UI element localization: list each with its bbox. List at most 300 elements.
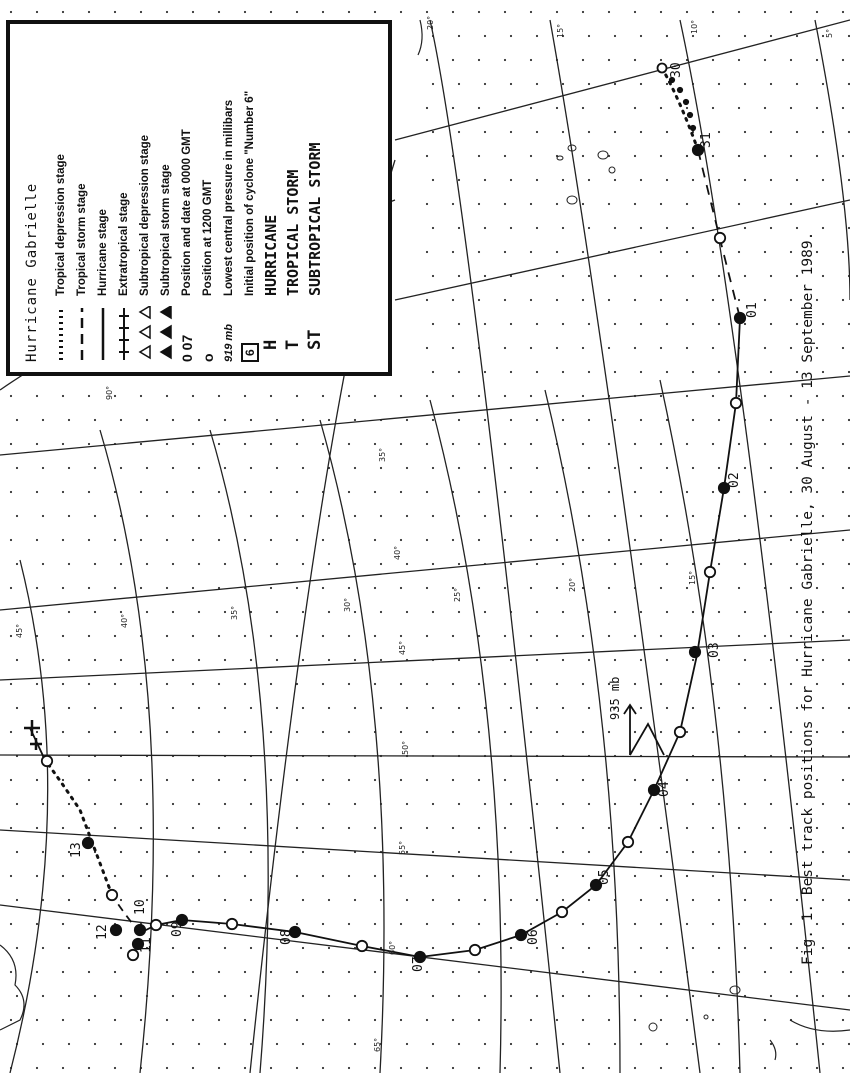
grid-dot [120,995,122,997]
grid-dot [374,587,376,589]
grid-dot [822,275,824,277]
grid-dot [816,1019,818,1021]
grid-dot [484,851,486,853]
grid-dot [276,659,278,661]
genesis-marker [658,64,667,73]
grid-dot [790,299,792,301]
coordinate-label: 25° [453,587,462,602]
grid-dot [374,635,376,637]
grid-dot [582,203,584,205]
grid-dot [764,155,766,157]
grid-dot [140,971,142,973]
grid-dot [796,419,798,421]
grid-dot [452,635,454,637]
grid-dot [270,923,272,925]
grid-dot [400,11,402,13]
grid-dot [426,875,428,877]
grid-dot [426,779,428,781]
grid-dot [452,779,454,781]
grid-dot [166,875,168,877]
grid-dot [556,683,558,685]
grid-dot [816,299,818,301]
grid-dot [36,491,38,493]
grid-dot [790,11,792,13]
grid-dot [842,683,844,685]
grid-dot [744,707,746,709]
grid-dot [614,947,616,949]
grid-dot [348,443,350,445]
grid-dot [198,467,200,469]
grid-dot [588,323,590,325]
coordinate-label: 5° [825,28,834,38]
grid-dot [250,851,252,853]
grid-dot [302,515,304,517]
grid-dot [822,659,824,661]
grid-dot [380,611,382,613]
grid-dot [36,1019,38,1021]
grid-dot [250,947,252,949]
grid-dot [198,659,200,661]
grid-dot [692,707,694,709]
grid-dot [458,611,460,613]
grid-dot [380,515,382,517]
grid-dot [374,539,376,541]
grid-dot [114,587,116,589]
grid-dot [738,971,740,973]
grid-dot [88,875,90,877]
grid-dot [504,683,506,685]
coordinate-label: 10° [690,19,699,34]
grid-dot [114,539,116,541]
grid-dot [686,875,688,877]
grid-dot [738,731,740,733]
grid-dot [504,395,506,397]
grid-dot [582,923,584,925]
grid-dot [712,779,714,781]
grid-dot [536,179,538,181]
pressure-code-symbol [218,296,239,362]
filled-triangles-symbol [155,296,176,362]
grid-dot [588,467,590,469]
grid-dot [10,923,12,925]
grid-dot [660,635,662,637]
grid-dot [42,851,44,853]
grid-dot [432,227,434,229]
grid-dot [478,779,480,781]
grid-dot [140,539,142,541]
grid-dot [640,899,642,901]
grid-dot [328,851,330,853]
grid-dot [400,731,402,733]
grid-dot [426,539,428,541]
grid-dot [62,491,64,493]
grid-dot [302,947,304,949]
grid-dot [744,947,746,949]
grid-dot [10,587,12,589]
grid-dot [244,395,246,397]
grid-dot [614,35,616,37]
grid-dot [588,851,590,853]
coordinate-label: 55° [398,840,407,855]
grid-dot [660,395,662,397]
grid-dot [790,731,792,733]
grid-dot [478,203,480,205]
grid-dot [452,731,454,733]
grid-dot [426,971,428,973]
coordinate-label: 15° [556,23,565,38]
grid-dot [556,491,558,493]
position-0000-marker [111,925,121,935]
grid-dot [816,1067,818,1069]
grid-dot [582,443,584,445]
grid-dot [530,251,532,253]
grid-dot [556,827,558,829]
grid-dot [712,1067,714,1069]
grid-dot [68,659,70,661]
grid-dot [478,971,480,973]
grid-dot [354,995,356,997]
grid-dot [458,467,460,469]
grid-dot [738,779,740,781]
grid-dot [660,347,662,349]
grid-dot [738,251,740,253]
grid-dot [374,827,376,829]
grid-dot [660,251,662,253]
grid-dot [296,1019,298,1021]
grid-dot [738,395,740,397]
grid-dot [816,107,818,109]
grid-dot [88,1067,90,1069]
position-1200-marker [675,727,685,737]
grid-dot [120,419,122,421]
grid-dot [614,515,616,517]
grid-dot [614,563,616,565]
grid-dot [426,731,428,733]
grid-dot [504,971,506,973]
grid-dot [660,107,662,109]
grid-dot [562,371,564,373]
grid-dot [770,611,772,613]
grid-dot [68,467,70,469]
grid-dot [816,587,818,589]
grid-dot [718,275,720,277]
grid-dot [484,323,486,325]
grid-dot [198,851,200,853]
grid-dot [842,1019,844,1021]
grid-dot [426,203,428,205]
coordinate-label: 35° [378,447,387,462]
grid-dot [62,443,64,445]
grid-dot [556,299,558,301]
grid-dot [218,635,220,637]
grid-dot [426,395,428,397]
grid-dot [458,1043,460,1045]
grid-dot [588,947,590,949]
grid-dot [634,731,636,733]
grid-dot [322,1067,324,1069]
grid-dot [88,11,90,13]
grid-dot [790,683,792,685]
grid-dot [842,827,844,829]
grid-dot [348,395,350,397]
grid-dot [68,611,70,613]
grid-dot [634,155,636,157]
coordinate-label: 45° [15,623,24,638]
grid-dot [432,371,434,373]
grid-dot [536,803,538,805]
grid-dot [530,395,532,397]
grid-dot [822,35,824,37]
grid-dot [458,947,460,949]
grid-dot [744,131,746,133]
grid-dot [504,347,506,349]
grid-dot [166,539,168,541]
position-0000-marker [135,925,145,935]
grid-dot [458,419,460,421]
grid-dot [582,731,584,733]
grid-dot [88,587,90,589]
grid-dot [374,1019,376,1021]
grid-dot [504,923,506,925]
grid-dot [790,107,792,109]
date-label: 13 [69,842,84,858]
grid-dot [822,419,824,421]
grid-dot [712,1019,714,1021]
grid-dot [302,851,304,853]
grid-dot [270,683,272,685]
grid-dot [556,875,558,877]
grid-dot [250,1043,252,1045]
grid-dot [816,635,818,637]
grid-dot [140,443,142,445]
grid-dot [478,875,480,877]
grid-dot [270,1067,272,1069]
grid-dot [510,707,512,709]
grid-dot [556,587,558,589]
grid-dot [374,395,376,397]
grid-dot [354,611,356,613]
grid-dot [192,635,194,637]
grid-dot [16,947,18,949]
grid-dot [562,227,564,229]
grid-dot [660,875,662,877]
grid-dot [458,899,460,901]
grid-dot [790,827,792,829]
grid-dot [510,899,512,901]
grid-dot [718,803,720,805]
grid-dot [536,563,538,565]
grid-dot [10,827,12,829]
grid-dot [556,1067,558,1069]
grid-dot [796,803,798,805]
grid-dot [172,563,174,565]
grid-dot [796,515,798,517]
grid-dot [302,899,304,901]
grid-dot [718,83,720,85]
grid-dot [36,779,38,781]
open-triangles-symbol [134,296,155,362]
grid-dot [88,395,90,397]
track-dot [684,100,688,104]
grid-dot [478,1019,480,1021]
grid-dot [582,635,584,637]
grid-dot [244,635,246,637]
grid-dot [712,395,714,397]
grid-dot [718,947,720,949]
grid-dot [686,491,688,493]
legend-content [10,24,396,380]
date-label: 01 [745,302,760,318]
grid-dot [10,539,12,541]
grid-dot [634,347,636,349]
grid-dot [816,59,818,61]
grid-dot [348,11,350,13]
grid-dot [166,491,168,493]
grid-dot [562,995,564,997]
grid-dot [712,923,714,925]
grid-dot [62,539,64,541]
grid-dot [406,467,408,469]
grid-dot [556,971,558,973]
grid-dot [478,11,480,13]
grid-dot [744,899,746,901]
grid-dot [790,443,792,445]
grid-dot [822,227,824,229]
grid-dot [504,443,506,445]
grid-dot [94,995,96,997]
grid-dot [224,803,226,805]
grid-dot [380,659,382,661]
grid-dot [510,947,512,949]
grid-dot [614,467,616,469]
grid-dot [608,347,610,349]
grid-dot [68,707,70,709]
grid-dot [16,707,18,709]
legend-row-hurricane [92,42,113,362]
grid-dot [530,731,532,733]
grid-dot [842,491,844,493]
grid-dot [536,659,538,661]
grid-dot [302,563,304,565]
grid-dot [42,1043,44,1045]
grid-dot [36,11,38,13]
grid-dot [452,683,454,685]
grid-dot [432,275,434,277]
grid-dot [608,587,610,589]
grid-dot [114,827,116,829]
grid-dot [328,899,330,901]
coordinate-label: 15° [688,570,697,585]
grid-dot [822,707,824,709]
grid-dot [588,131,590,133]
grid-dot [614,131,616,133]
grid-dot [348,731,350,733]
grid-dot [192,395,194,397]
grid-dot [666,179,668,181]
grid-dot [218,875,220,877]
grid-dot [582,539,584,541]
grid-dot [114,11,116,13]
grid-dot [770,419,772,421]
grid-dot [770,131,772,133]
grid-dot [608,971,610,973]
grid-dot [712,11,714,13]
position-1200-marker [623,837,633,847]
grid-dot [692,323,694,325]
grid-dot [478,827,480,829]
grid-dot [770,227,772,229]
grid-dot [562,419,564,421]
legend-label: Hurricane stage [96,209,109,296]
grid-dot [640,995,642,997]
grid-dot [452,251,454,253]
grid-dot [484,611,486,613]
grid-dot [218,395,220,397]
grid-dot [510,995,512,997]
grid-dot [250,659,252,661]
open-circle-symbol [176,296,197,362]
grid-dot [296,971,298,973]
grid-dot [822,611,824,613]
grid-dot [166,443,168,445]
grid-dot [452,1019,454,1021]
grid-dot [400,587,402,589]
grid-dot [666,83,668,85]
grid-dot [400,779,402,781]
grid-dot [426,11,428,13]
grid-dot [218,731,220,733]
grid-dot [504,635,506,637]
legend-row-subtropical-storm [155,42,176,362]
grid-dot [328,707,330,709]
grid-dot [94,707,96,709]
grid-dot [146,563,148,565]
grid-dot [10,971,12,973]
grid-dot [270,539,272,541]
grid-dot [250,803,252,805]
grid-dot [510,467,512,469]
grid-dot [562,83,564,85]
grid-dot [452,1067,454,1069]
grid-dot [790,395,792,397]
grid-dot [114,779,116,781]
grid-dot [510,35,512,37]
grid-dot [712,491,714,493]
grid-dot [504,779,506,781]
grid-dot [660,971,662,973]
position-0000-marker [690,647,700,657]
grid-dot [816,779,818,781]
grid-dot [556,731,558,733]
grid-dot [322,1019,324,1021]
grid-dot [374,683,376,685]
grid-dot [582,251,584,253]
grid-dot [614,323,616,325]
grid-dot [244,827,246,829]
grid-dot [582,155,584,157]
grid-dot [712,827,714,829]
grid-dot [634,59,636,61]
grid-dot [62,11,64,13]
grid-dot [692,899,694,901]
grid-dot [296,587,298,589]
grid-dot [374,779,376,781]
grid-dot [140,827,142,829]
grid-dot [634,923,636,925]
grid-dot [172,611,174,613]
grid-dot [380,995,382,997]
grid-dot [432,131,434,133]
